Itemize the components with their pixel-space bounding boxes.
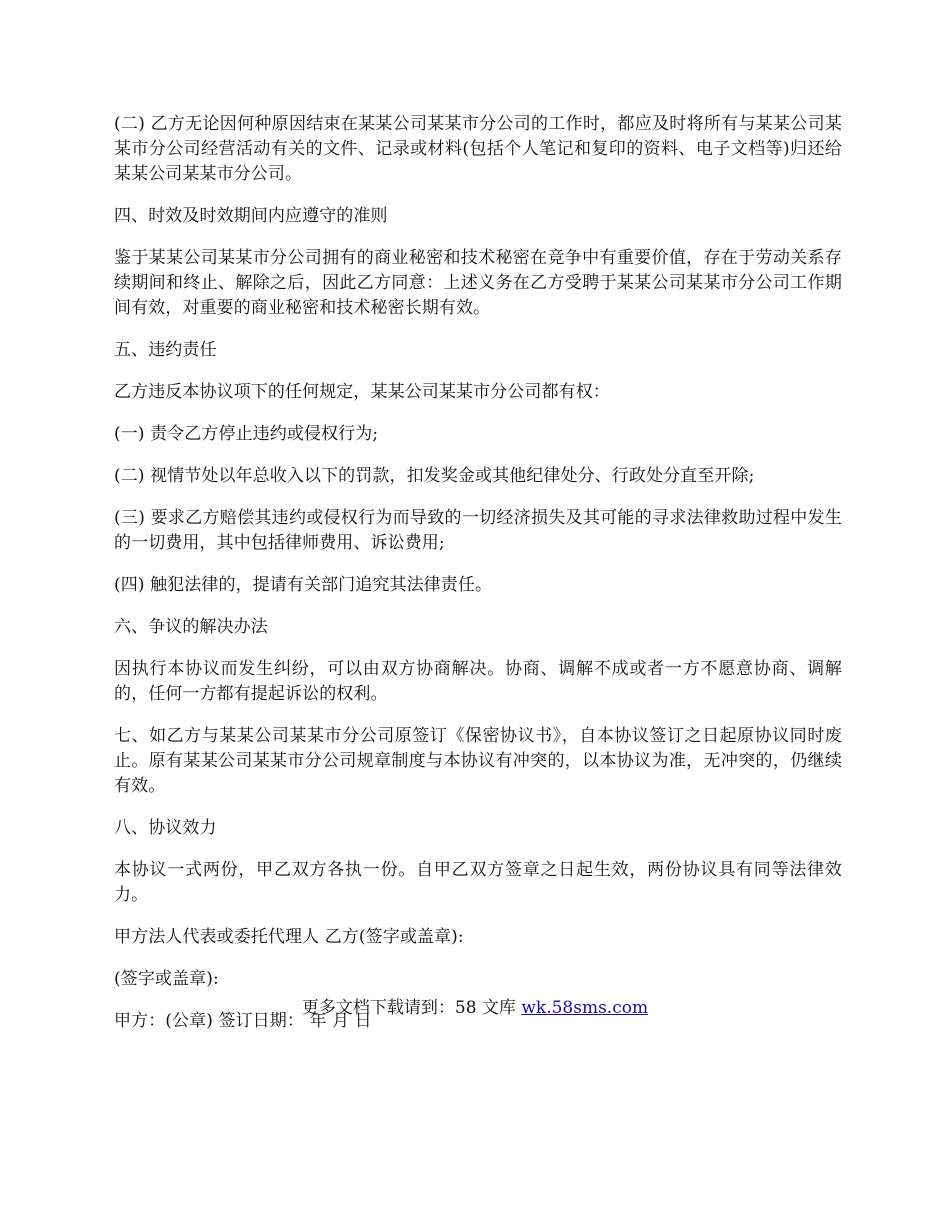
clause-stop-violation: (一) 责令乙方停止违约或侵权行为; xyxy=(114,424,379,444)
heading-liability: 五、违约责任 xyxy=(114,340,217,360)
heading-effectiveness: 八、协议效力 xyxy=(114,818,217,838)
heading-time-limit: 四、时效及时效期间内应遵守的准则 xyxy=(114,206,388,226)
paragraph-rights: 乙方违反本协议项下的任何规定，某某公司某某市分公司都有权： xyxy=(114,382,610,402)
clause-compensation: (三) 要求乙方赔偿其违约或侵权行为而导致的一切经济损失及其可能的寻求法律救助过程中发生的一切费用，其中包括律师费用、诉讼费用; xyxy=(114,508,842,553)
clause-penalty: (二) 视情节处以年总收入以下的罚款，扣发奖金或其他纪律处分、行政处分直至开除; xyxy=(114,466,755,486)
signature-line-party-a: 甲方法人代表或委托代理人 乙方(签字或盖章): xyxy=(114,927,464,947)
signature-line-date: 甲方：(公章) 签订日期： 年 月 日 xyxy=(114,1011,372,1031)
footer-link[interactable]: wk.58sms.com xyxy=(521,998,649,1018)
paragraph-validity-period: 鉴于某某公司某某市分公司拥有的商业秘密和技术秘密在竞争中有重要价值，存在于劳动关系存续期间和终止、解除之后，因此乙方同意：上述义务在乙方受聘于某某公司某某市分公司工作期间有效，对重要的商业秘密和技术秘密长期有效。 xyxy=(114,248,842,318)
paragraph-return-materials: (二) 乙方无论因何种原因结束在某某公司某某市分公司的工作时，都应及时将所有与某某公司某某市分公司经营活动有关的文件、记录或材料(包括个人笔记和复印的资料、电子文档等)归还给某某公司某某市分公司。 xyxy=(114,114,842,184)
document-body xyxy=(114,112,842,1051)
signature-line-seal: (签字或盖章): xyxy=(114,969,219,989)
heading-dispute: 六、争议的解决办法 xyxy=(114,617,268,637)
clause-legal-action: (四) 触犯法律的，提请有关部门追究其法律责任。 xyxy=(114,575,493,595)
footer xyxy=(0,996,950,1021)
paragraph-effectiveness: 本协议一式两份，甲乙双方各执一份。自甲乙双方签章之日起生效，两份协议具有同等法律效力。 xyxy=(114,860,842,905)
paragraph-previous-agreement: 七、如乙方与某某公司某某市分公司原签订《保密协议书》，自本协议签订之日起原协议同时废止。原有某某公司某某市分公司规章制度与本协议有冲突的，以本协议为准，无冲突的，仍继续有效。 xyxy=(114,726,842,796)
paragraph-dispute-resolution: 因执行本协议而发生纠纷，可以由双方协商解决。协商、调解不成或者一方不愿意协商、调解的，任何一方都有提起诉讼的权利。 xyxy=(114,659,842,704)
footer-text: 更多文档下载请到：58 文库 xyxy=(301,998,522,1018)
